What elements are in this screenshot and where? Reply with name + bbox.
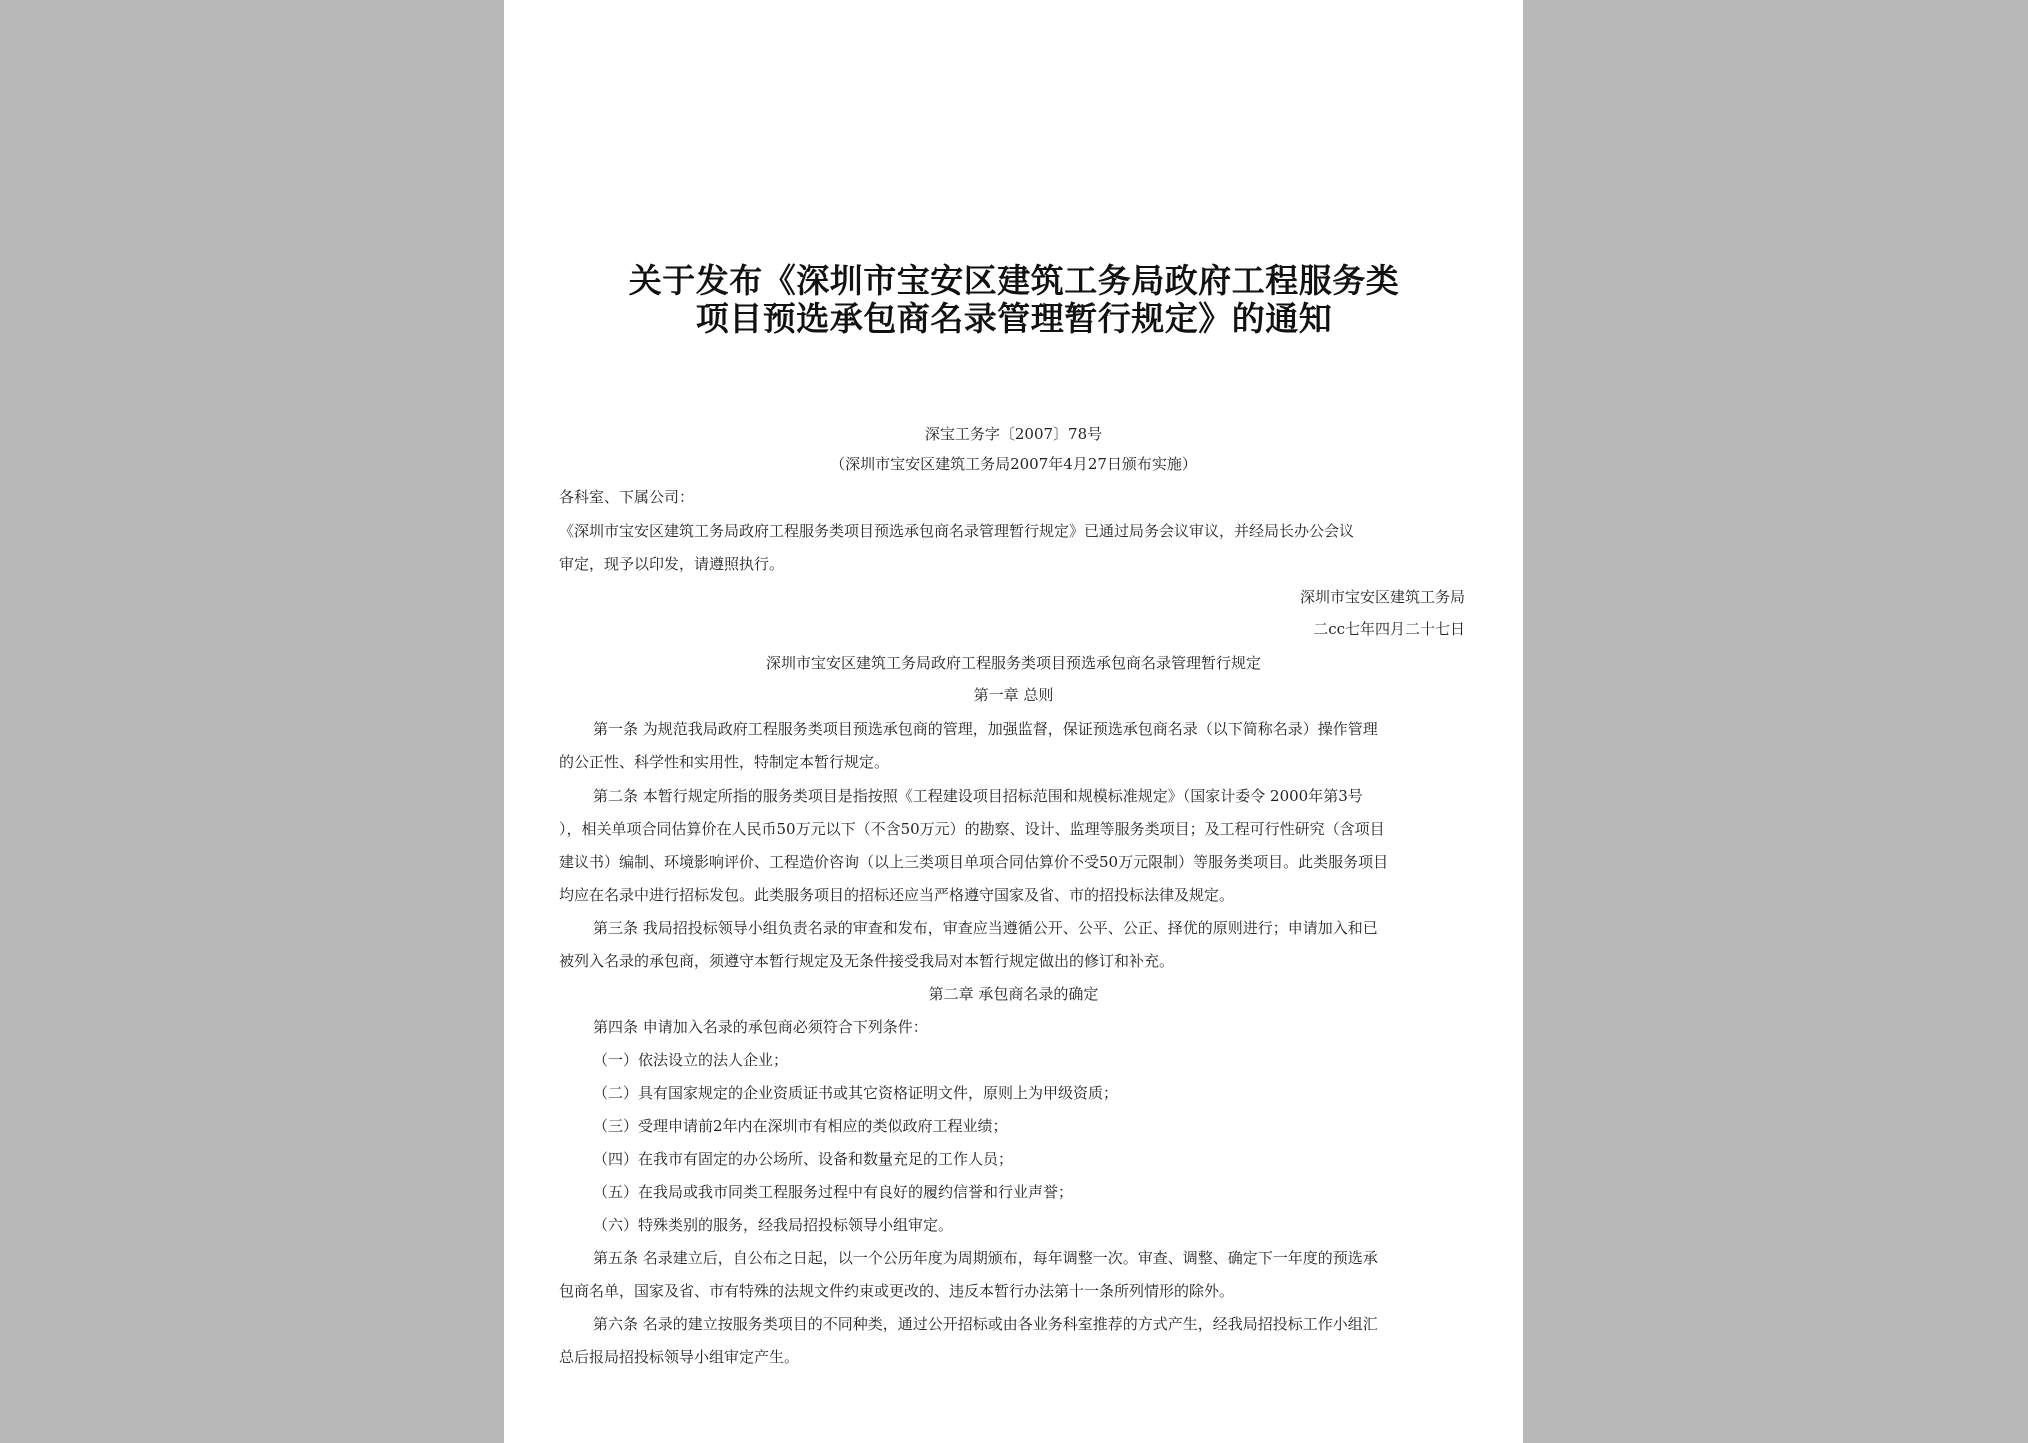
article-5-line-2: 包商名单，国家及省、市有特殊的法规文件约束或更改的、违反本暂行办法第十一条所列情形的除外。 <box>559 1282 1235 1300</box>
document-title <box>574 262 1454 338</box>
article-2-line-2: ），相关单项合同估算价在人民币50万元以下（不含50万元）的勘察、设计、监理等服务类项目；及工程可行性研究（含项目 <box>559 820 1385 838</box>
article-4-line-1: 第四条 申请加入名录的承包商必须符合下列条件： <box>593 1018 928 1036</box>
signature-date: 二cc七年四月二十七日 <box>1313 620 1465 638</box>
issue-note: （深圳市宝安区建筑工务局2007年4月27日颁布实施） <box>830 455 1197 473</box>
chapter-1-title: 第一章 总则 <box>973 686 1054 704</box>
article-2-line-4: 均应在名录中进行招标发包。此类服务项目的招标还应当严格遵守国家及省、市的招投标法律及规定。 <box>559 886 1235 904</box>
addressee: 各科室、下属公司： <box>559 488 695 506</box>
intro-line-2: 审定，现予以印发，请遵照执行。 <box>559 555 785 573</box>
article-3-line-1: 第三条 我局招投标领导小组负责名录的审查和发布，审查应当遵循公开、公平、公正、择优的原则进行；申请加入和已 <box>593 919 1378 937</box>
article-2-line-1: 第二条 本暂行规定所指的服务类项目是指按照《工程建设项目招标范围和规模标准规定》（国家计委令 2000年第3号 <box>593 787 1363 805</box>
document-page <box>504 0 1523 1443</box>
condition-5: （五）在我局或我市同类工程服务过程中有良好的履约信誉和行业声誉； <box>593 1183 1074 1201</box>
article-1-line-1: 第一条 为规范我局政府工程服务类项目预选承包商的管理，加强监督，保证预选承包商名录（以下简称名录）操作管理 <box>593 720 1378 738</box>
article-1-line-2: 的公正性、科学性和实用性，特制定本暂行规定。 <box>559 753 890 771</box>
condition-3: （三）受理申请前2年内在深圳市有相应的类似政府工程业绩； <box>593 1117 1008 1135</box>
chapter-2-title: 第二章 承包商名录的确定 <box>928 985 1099 1003</box>
article-2-line-3: 建议书）编制、环境影响评价、工程造价咨询（以上三类项目单项合同估算价不受50万元限制）等服务类项目。此类服务项目 <box>559 853 1389 871</box>
intro-line-1: 《深圳市宝安区建筑工务局政府工程服务类项目预选承包商名录管理暂行规定》已通过局务会议审议，并经局长办公会议 <box>559 522 1355 540</box>
condition-1: （一）依法设立的法人企业； <box>593 1051 789 1069</box>
title-line-2: 项目预选承包商名录管理暂行规定》的通知 <box>695 299 1333 338</box>
article-3-line-2: 被列入名录的承包商，须遵守本暂行规定及无条件接受我局对本暂行规定做出的修订和补充。 <box>559 952 1175 970</box>
article-6-line-2: 总后报局招投标领导小组审定产生。 <box>559 1348 800 1366</box>
condition-2: （二）具有国家规定的企业资质证书或其它资格证明文件，原则上为甲级资质； <box>593 1084 1119 1102</box>
article-5-line-1: 第五条 名录建立后，自公布之日起，以一个公历年度为周期颁布，每年调整一次。审查、调整、确定下一年度的预选承 <box>593 1249 1378 1267</box>
signature-org: 深圳市宝安区建筑工务局 <box>1299 588 1465 606</box>
condition-4: （四）在我市有固定的办公场所、设备和数量充足的工作人员； <box>593 1150 1014 1168</box>
article-6-line-1: 第六条 名录的建立按服务类项目的不同种类，通过公开招标或由各业务科室推荐的方式产生，经我局招投标工作小组汇 <box>593 1315 1378 1333</box>
condition-6: （六）特殊类别的服务，经我局招投标领导小组审定。 <box>593 1216 954 1234</box>
document-number: 深宝工务字〔2007〕78号 <box>924 425 1103 443</box>
regulation-title: 深圳市宝安区建筑工务局政府工程服务类项目预选承包商名录管理暂行规定 <box>765 654 1261 672</box>
title-line-1: 关于发布《深圳市宝安区建筑工务局政府工程服务类 <box>628 261 1400 300</box>
